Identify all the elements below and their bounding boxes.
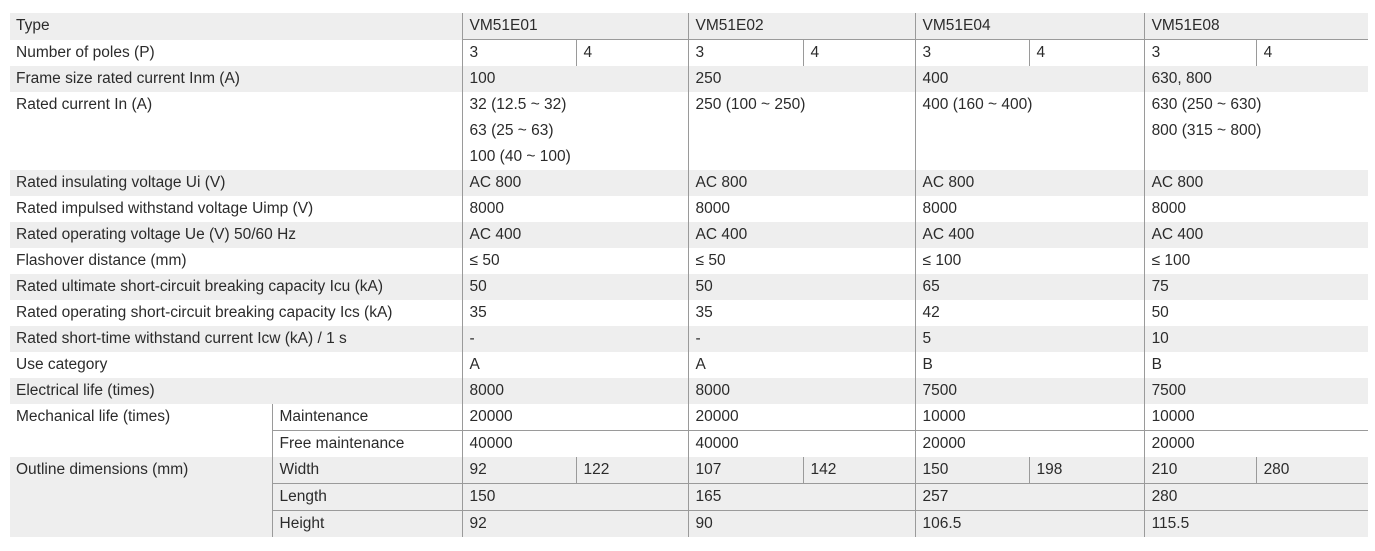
operating-voltage-4: AC 400 (1144, 222, 1368, 248)
poles-4b: 4 (1256, 40, 1368, 67)
label-frame: Frame size rated current Inm (A) (10, 66, 462, 92)
use-category-4: B (1144, 352, 1368, 378)
impulse-3: 8000 (915, 196, 1144, 222)
free-maintenance-3: 20000 (915, 431, 1144, 458)
rated-current-1 (462, 92, 688, 170)
rated-current-4 (1144, 92, 1368, 170)
free-maintenance-1: 40000 (462, 431, 688, 458)
use-category-2: A (688, 352, 915, 378)
rated-current-4-line: 630 (250 ~ 630) (1151, 96, 1262, 113)
row-operating-voltage (10, 222, 1368, 248)
width-4a: 210 (1144, 457, 1256, 484)
use-category-1: A (462, 352, 688, 378)
impulse-1: 8000 (462, 196, 688, 222)
rated-current-4-line: 800 (315 ~ 800) (1151, 122, 1262, 139)
poles-3b: 4 (1029, 40, 1144, 67)
icu-4: 75 (1144, 274, 1368, 300)
width-2b: 142 (803, 457, 915, 484)
rated-current-2 (688, 92, 915, 170)
model-1: VM51E01 (462, 13, 688, 40)
operating-voltage-3: AC 400 (915, 222, 1144, 248)
poles-1b: 4 (576, 40, 688, 67)
row-ics (10, 300, 1368, 326)
free-maintenance-2: 40000 (688, 431, 915, 458)
insulating-2: AC 800 (688, 170, 915, 196)
insulating-4: AC 800 (1144, 170, 1368, 196)
width-1b: 122 (576, 457, 688, 484)
free-maintenance-4: 20000 (1144, 431, 1368, 458)
width-3a: 150 (915, 457, 1029, 484)
row-icu (10, 274, 1368, 300)
label-type: Type (10, 13, 462, 40)
icw-1: - (462, 326, 688, 352)
label-icu: Rated ultimate short-circuit breaking capacity Icu (kA) (10, 274, 462, 300)
model-2: VM51E02 (688, 13, 915, 40)
row-icw (10, 326, 1368, 352)
label-poles: Number of poles (P) (16, 43, 155, 61)
electrical-life-1: 8000 (462, 378, 688, 404)
width-1a: 92 (462, 457, 576, 484)
maintenance-4: 10000 (1144, 404, 1368, 431)
model-4: VM51E08 (1144, 13, 1368, 40)
label-maintenance: Maintenance (272, 404, 462, 431)
impulse-4: 8000 (1144, 196, 1368, 222)
rated-current-1-line: 100 (40 ~ 100) (469, 148, 571, 165)
width-4b: 280 (1256, 457, 1368, 484)
ics-4: 50 (1144, 300, 1368, 326)
frame-2: 250 (688, 66, 915, 92)
rated-current-2-line: 250 (100 ~ 250) (695, 96, 806, 113)
icw-2: - (688, 326, 915, 352)
label-icw: Rated short-time withstand current Icw (kA) / 1 s (10, 326, 462, 352)
icw-3: 5 (915, 326, 1144, 352)
use-category-3: B (915, 352, 1144, 378)
height-4: 115.5 (1144, 511, 1368, 538)
length-3: 257 (915, 484, 1144, 511)
label-insulating: Rated insulating voltage Ui (V) (10, 170, 462, 196)
label-free-maintenance: Free maintenance (272, 431, 462, 458)
row-width (10, 457, 1368, 484)
operating-voltage-1: AC 400 (462, 222, 688, 248)
spec-table (10, 13, 1368, 537)
length-1: 150 (462, 484, 688, 511)
label-ics: Rated operating short-circuit breaking capacity Ics (kA) (16, 304, 393, 321)
icw-4: 10 (1144, 326, 1368, 352)
insulating-1: AC 800 (462, 170, 688, 196)
row-electrical-life (10, 378, 1368, 404)
label-electrical-life: Electrical life (times) (10, 378, 462, 404)
rated-current-1-line: 32 (12.5 ~ 32) (469, 96, 567, 113)
label-impulse: Rated impulsed withstand voltage Uimp (V) (16, 200, 314, 217)
icu-1: 50 (462, 274, 688, 300)
label-height: Height (272, 511, 462, 538)
maintenance-3: 10000 (915, 404, 1144, 431)
flashover-2: ≤ 50 (688, 248, 915, 274)
label-flashover: Flashover distance (mm) (16, 252, 187, 269)
row-rated-current (10, 92, 1368, 170)
poles-2a: 3 (688, 40, 803, 67)
label-operating-voltage: Rated operating voltage Ue (V) 50/60 Hz (10, 222, 462, 248)
ics-2: 35 (688, 300, 915, 326)
row-insulating (10, 170, 1368, 196)
row-maintenance (10, 404, 1368, 431)
row-frame (10, 66, 1368, 92)
row-impulse (10, 196, 1368, 222)
ics-3: 42 (915, 300, 1144, 326)
label-width: Width (272, 457, 462, 484)
poles-2b: 4 (803, 40, 915, 67)
row-poles (10, 40, 1368, 67)
length-2: 165 (688, 484, 915, 511)
frame-3: 400 (915, 66, 1144, 92)
label-length: Length (272, 484, 462, 511)
height-1: 92 (462, 511, 688, 538)
operating-voltage-2: AC 400 (688, 222, 915, 248)
length-4: 280 (1144, 484, 1368, 511)
poles-1a: 3 (462, 40, 576, 67)
icu-3: 65 (915, 274, 1144, 300)
maintenance-1: 20000 (462, 404, 688, 431)
width-2a: 107 (688, 457, 803, 484)
row-flashover (10, 248, 1368, 274)
poles-3a: 3 (915, 40, 1029, 67)
label-outline: Outline dimensions (mm) (10, 457, 272, 537)
height-3: 106.5 (915, 511, 1144, 538)
impulse-2: 8000 (688, 196, 915, 222)
height-2: 90 (688, 511, 915, 538)
rated-current-3 (915, 92, 1144, 170)
label-rated-current: Rated current In (A) (16, 96, 153, 113)
ics-1: 35 (462, 300, 688, 326)
maintenance-2: 20000 (688, 404, 915, 431)
flashover-3: ≤ 100 (915, 248, 1144, 274)
electrical-life-3: 7500 (915, 378, 1144, 404)
poles-4a: 3 (1144, 40, 1256, 67)
label-use-category: Use category (16, 356, 108, 373)
row-use-category (10, 352, 1368, 378)
width-3b: 198 (1029, 457, 1144, 484)
flashover-1: ≤ 50 (462, 248, 688, 274)
electrical-life-2: 8000 (688, 378, 915, 404)
rated-current-3-line: 400 (160 ~ 400) (922, 96, 1033, 113)
label-mechanical-life: Mechanical life (times) (16, 408, 171, 425)
row-type (10, 13, 1368, 40)
electrical-life-4: 7500 (1144, 378, 1368, 404)
insulating-3: AC 800 (915, 170, 1144, 196)
icu-2: 50 (688, 274, 915, 300)
frame-4: 630, 800 (1144, 66, 1368, 92)
rated-current-1-line: 63 (25 ~ 63) (469, 122, 554, 139)
model-3: VM51E04 (915, 13, 1144, 40)
flashover-4: ≤ 100 (1144, 248, 1368, 274)
frame-1: 100 (462, 66, 688, 92)
